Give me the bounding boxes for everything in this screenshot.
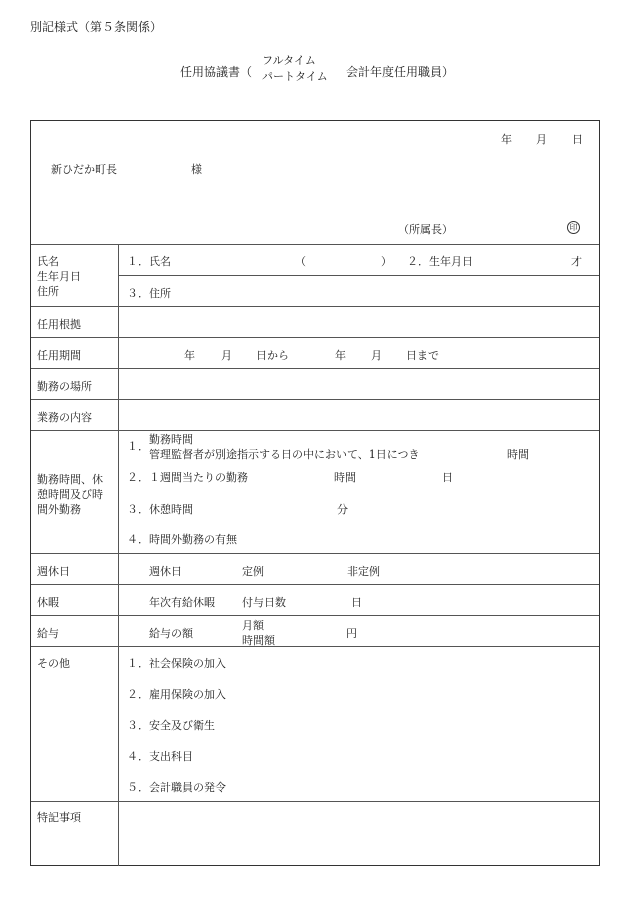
hours-item2-unit-days: 日 [442,471,453,484]
hours-item1-unit: 時間 [507,448,529,461]
rule-basis-bottom [31,337,599,338]
other-item-safety-health: ３．安全及び衛生 [127,719,215,732]
remarks-field[interactable] [119,802,599,865]
name-paren-close: ） [381,255,392,268]
label-basis: 任用根拠 [37,318,81,331]
label-workplace: 勤務の場所 [37,380,92,393]
salary-hourly: 時間額 [242,634,275,647]
label-other: その他 [37,657,70,670]
hours-item2-unit-hours: 時間 [334,471,356,484]
title-option-full: フルタイム [262,54,316,67]
hours-item1-text: 管理監督者が別途指示する日の中において、1日につき [149,448,420,461]
label-period: 任用期間 [37,349,81,362]
date-day: 日 [572,133,583,146]
hours-item1-title: 勤務時間 [149,433,193,446]
rule-header-bottom [31,244,599,245]
weekly-rest-sub-label: 週休日 [149,565,182,578]
period-year-2: 年 [335,349,346,362]
item-name-number: １． [127,255,149,268]
weekly-rest-irregular: 非定例 [347,565,380,578]
age-unit: 才 [571,255,582,268]
salary-monthly: 月額 [242,619,264,632]
salary-sub-label: 給与の額 [149,627,193,640]
rule-weekly-bottom [31,584,599,585]
label-weekly-rest: 週休日 [37,565,70,578]
signer-label: （所属長） [398,223,453,236]
date-year: 年 [501,133,512,146]
weekly-rest-regular: 定例 [242,565,264,578]
label-address: 住所 [37,285,59,298]
other-item-employment-insurance: ２．雇用保険の加入 [127,688,226,701]
other-item-social-insurance: １．社会保険の加入 [127,657,226,670]
other-item-expense-account: ４．支出科目 [127,750,193,763]
label-name: 氏名 [37,255,59,268]
other-item-accounting-appointment: ５．会計職員の発令 [127,781,226,794]
rule-hours-bottom [31,553,599,554]
period-month-2: 月 [371,349,382,362]
hours-item3-text: ３．休憩時間 [127,503,193,516]
item-dob-label: ２．生年月日 [407,255,473,268]
item-address-label: ３．住所 [127,287,171,300]
title-option-part: パートタイム [262,70,328,83]
label-hours-line1: 勤務時間、休 [37,473,103,486]
rule-salary-bottom [31,646,599,647]
label-leave: 休暇 [37,596,59,609]
label-hours-line3: 間外勤務 [37,503,81,516]
label-dob: 生年月日 [37,270,81,283]
hours-item3-unit: 分 [337,503,348,516]
title-prefix: 任用協議書（ [180,65,253,79]
addressee: 新ひだか町長 [51,163,117,176]
hours-item2-text: ２．１週間当たりの勤務 [127,471,248,484]
hours-item1-number: １． [127,440,149,453]
rule-workplace-bottom [31,399,599,400]
period-day-from: 日から [256,349,289,362]
agreement-form-table [30,120,600,866]
label-remarks: 特記事項 [37,811,81,824]
label-salary: 給与 [37,627,59,640]
hours-item4-text: ４．時間外勤務の有無 [127,533,237,546]
rule-leave-bottom [31,615,599,616]
seal-mark [567,220,580,234]
date-month: 月 [536,133,547,146]
rule-label-column [118,244,119,866]
leave-grant-days: 付与日数 [242,596,286,609]
leave-unit: 日 [351,596,362,609]
rule-period-bottom [31,368,599,369]
title-suffix: 会計年度任用職員） [346,65,455,79]
name-paren-open: （ [295,255,306,268]
honorific: 様 [191,163,202,176]
period-month-1: 月 [221,349,232,362]
item-name-label: 氏名 [149,255,171,268]
leave-sub-label: 年次有給休暇 [149,596,215,609]
period-year-1: 年 [184,349,195,362]
rule-person-mid [118,275,599,276]
period-day-until: 日まで [406,349,439,362]
rule-duties-bottom [31,430,599,431]
label-duties: 業務の内容 [37,411,92,424]
annex-label: 別記様式（第５条関係） [30,20,163,34]
label-hours-line2: 憩時間及び時 [37,488,103,501]
salary-unit: 円 [346,627,357,640]
seal-icon: 印 [567,221,580,234]
rule-person-bottom [31,306,599,307]
